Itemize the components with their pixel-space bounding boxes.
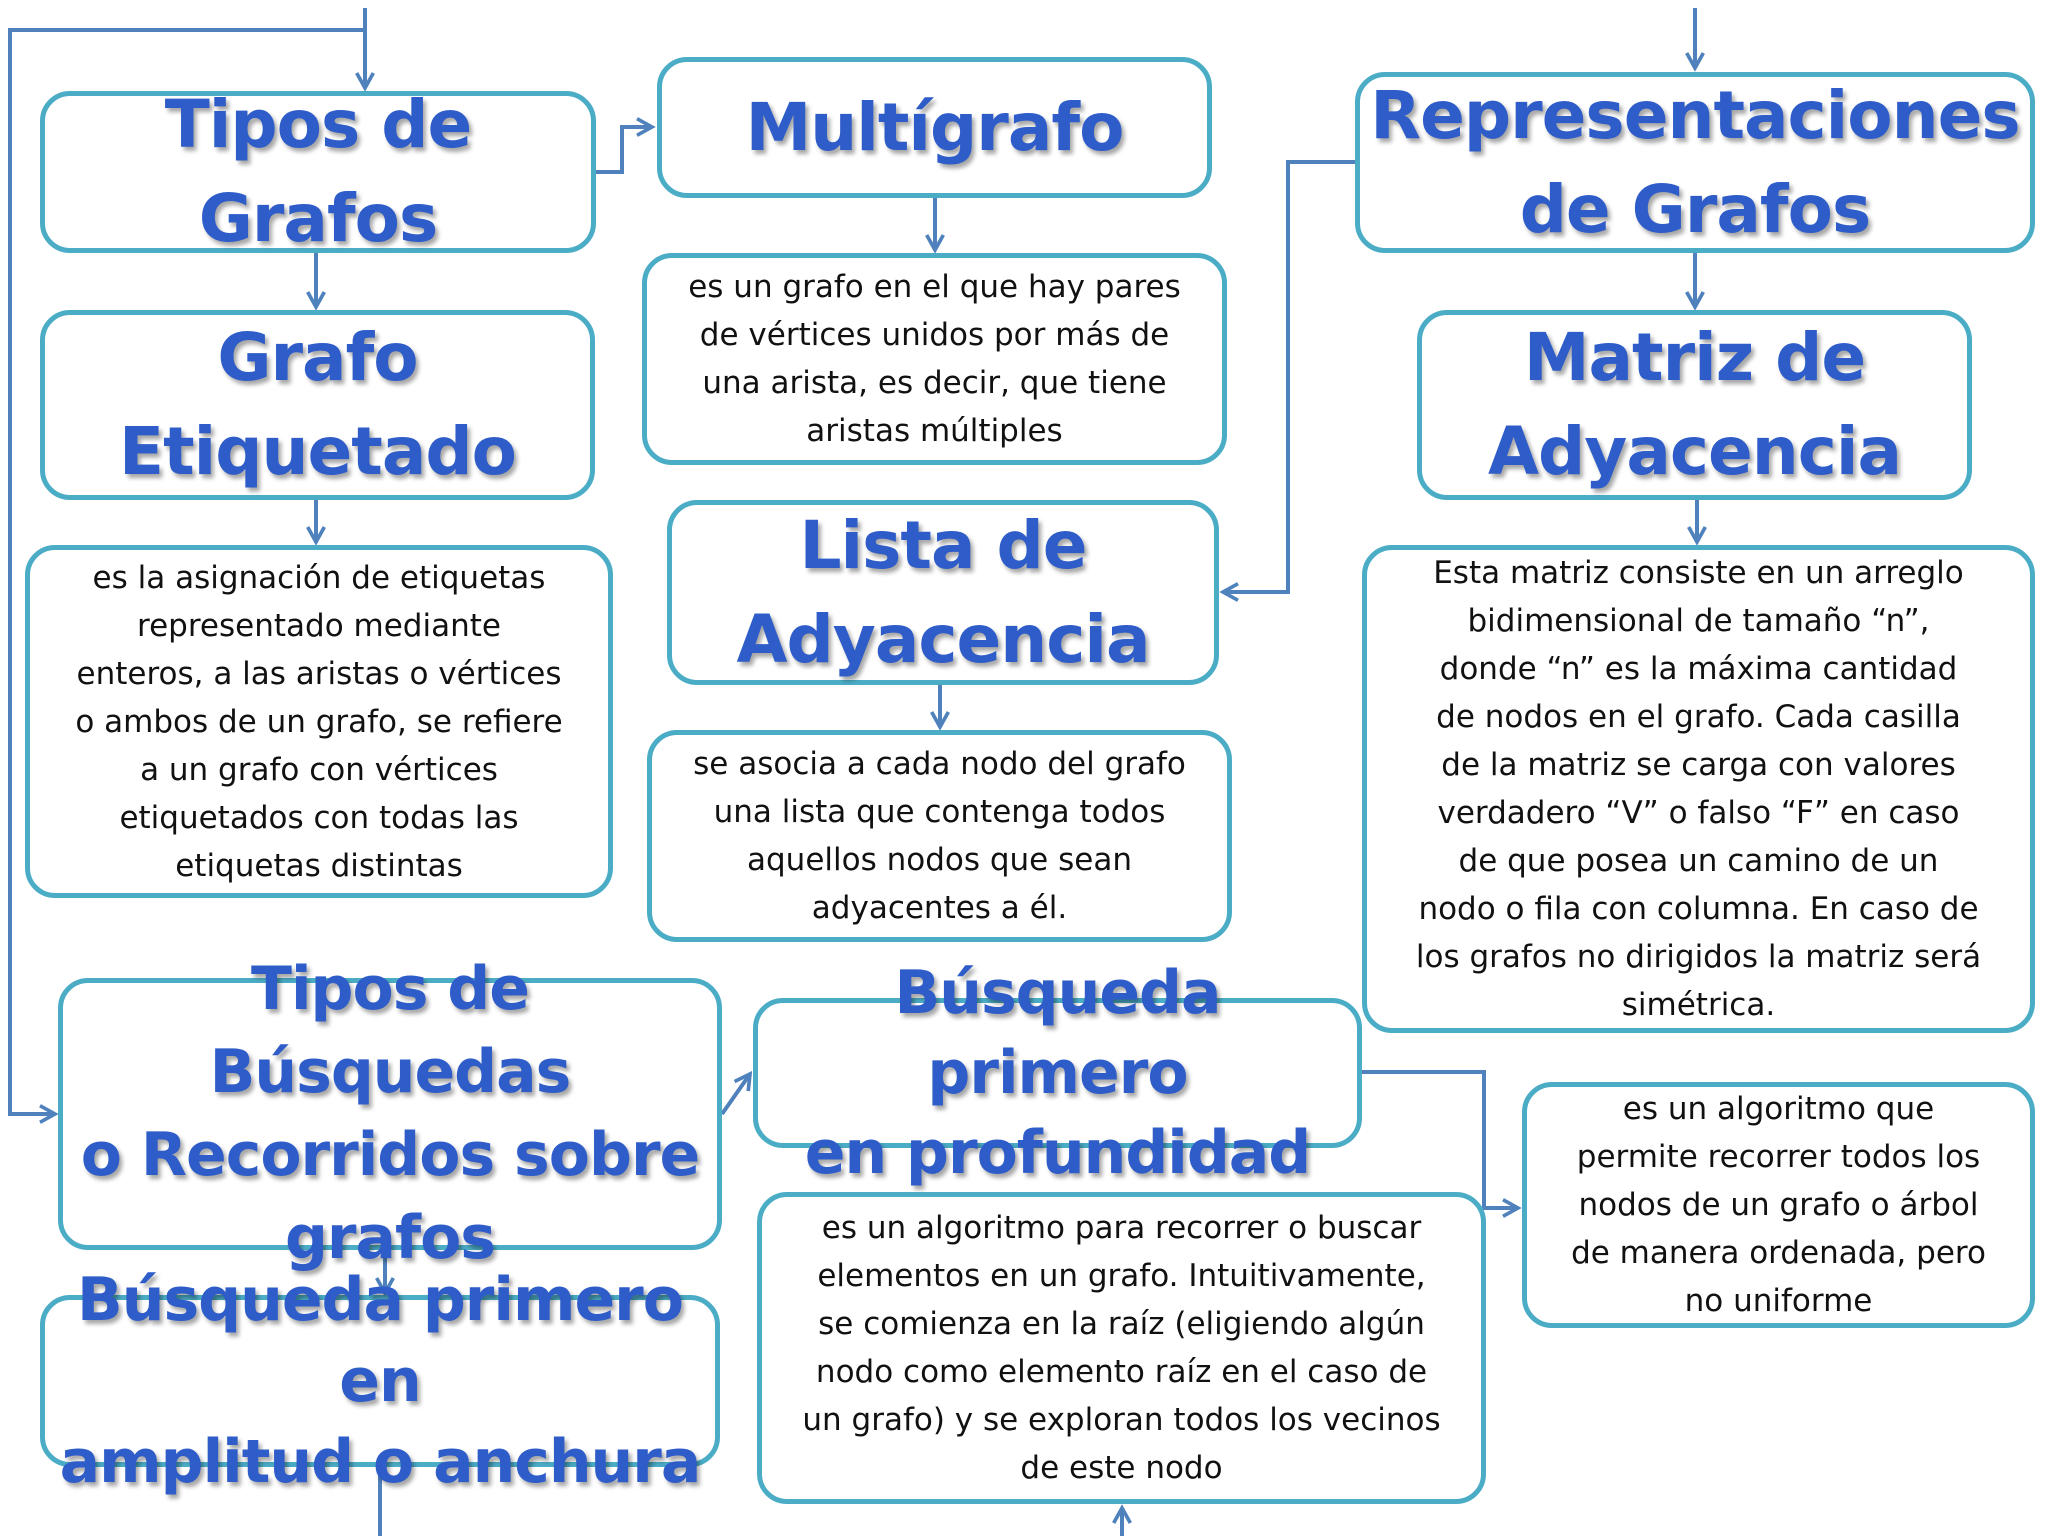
node-grafo-etiquetado-label: Grafo Etiquetado	[119, 319, 516, 490]
desc-multigrafo	[642, 253, 1227, 465]
arrow-profundidad-to-desc	[1362, 1072, 1518, 1208]
arrow-busquedas-to-profundidad	[722, 1074, 750, 1114]
node-lista-label: Lista de Adyacencia	[736, 506, 1150, 678]
arrow-representaciones-to-lista	[1223, 162, 1355, 592]
desc-lista-text: se asocia a cada nodo del grafo una lista que contenga todos aquellos nodos que sean adyacentes a él.	[693, 746, 1186, 926]
desc-multigrafo-text: es un grafo en el que hay pares de vértices unidos por más de una arista, es decir, que tiene aristas múltiples	[688, 269, 1181, 449]
node-tipos-de-grafos	[40, 86, 596, 257]
node-representaciones-de-grafos	[1355, 72, 2035, 253]
desc-lista-de-adyacencia	[647, 730, 1232, 942]
node-multigrafo	[657, 57, 1212, 198]
node-representaciones-label: Representaciones de Grafos	[1370, 76, 2020, 248]
arrow-tipos-grafos-to-multigrafo	[596, 127, 652, 172]
node-tipos-de-busquedas-label: Tipos de Búsquedas o Recorridos sobre grafos	[80, 954, 700, 1273]
node-matriz-de-adyacencia	[1417, 310, 1972, 500]
desc-matriz-text: Esta matriz consiste en un arreglo bidimensional de tamaño “n”, donde “n” es la máxima cantidad de nodos en el grafo. Cada casilla de la matriz se carga con valores verdadero “V” o falso “F” en caso de que posea un camino de un nodo o fila con columna. En caso de los grafos no dirigidos la matriz será simétrica.	[1415, 555, 1982, 1023]
node-busqueda-profundidad-label: Búsqueda primero en profundidad	[804, 958, 1311, 1188]
node-tipos-de-grafos-label: Tipos de Grafos	[164, 86, 472, 257]
desc-grafo-etiquetado	[25, 545, 613, 898]
node-busqueda-profundidad	[753, 958, 1362, 1188]
node-tipos-de-busquedas	[58, 954, 722, 1273]
desc-matriz-de-adyacencia	[1362, 545, 2035, 1033]
desc-busqueda-amplitud	[757, 1192, 1486, 1504]
node-matriz-label: Matriz de Adyacencia	[1487, 319, 1902, 490]
node-busqueda-amplitud-label: Búsqueda primero en amplitud o anchura	[59, 1264, 701, 1497]
desc-grafo-etiquetado-text: es la asignación de etiquetas representado mediante enteros, a las aristas o vértices o ambos de un grafo, se refiere a un grafo con vértices etiquetados con todas las etiquetas distintas	[75, 559, 563, 884]
desc-busqueda-profundidad-text: es un algoritmo que permite recorrer todos los nodos de un grafo o árbol de manera ordenada, pero no uniforme	[1571, 1091, 1986, 1319]
desc-busqueda-amplitud-text: es un algoritmo para recorrer o buscar elementos en un grafo. Intuitivamente, se comienza en la raíz (eligiendo algún nodo como elemento raíz en el caso de un grafo) y se exploran todos los vecinos de este nodo	[802, 1210, 1441, 1486]
desc-busqueda-profundidad	[1522, 1082, 2035, 1328]
node-lista-de-adyacencia	[667, 500, 1219, 685]
node-busqueda-amplitud	[40, 1264, 720, 1497]
node-multigrafo-label: Multígrafo	[745, 88, 1124, 166]
node-grafo-etiquetado	[40, 310, 595, 500]
